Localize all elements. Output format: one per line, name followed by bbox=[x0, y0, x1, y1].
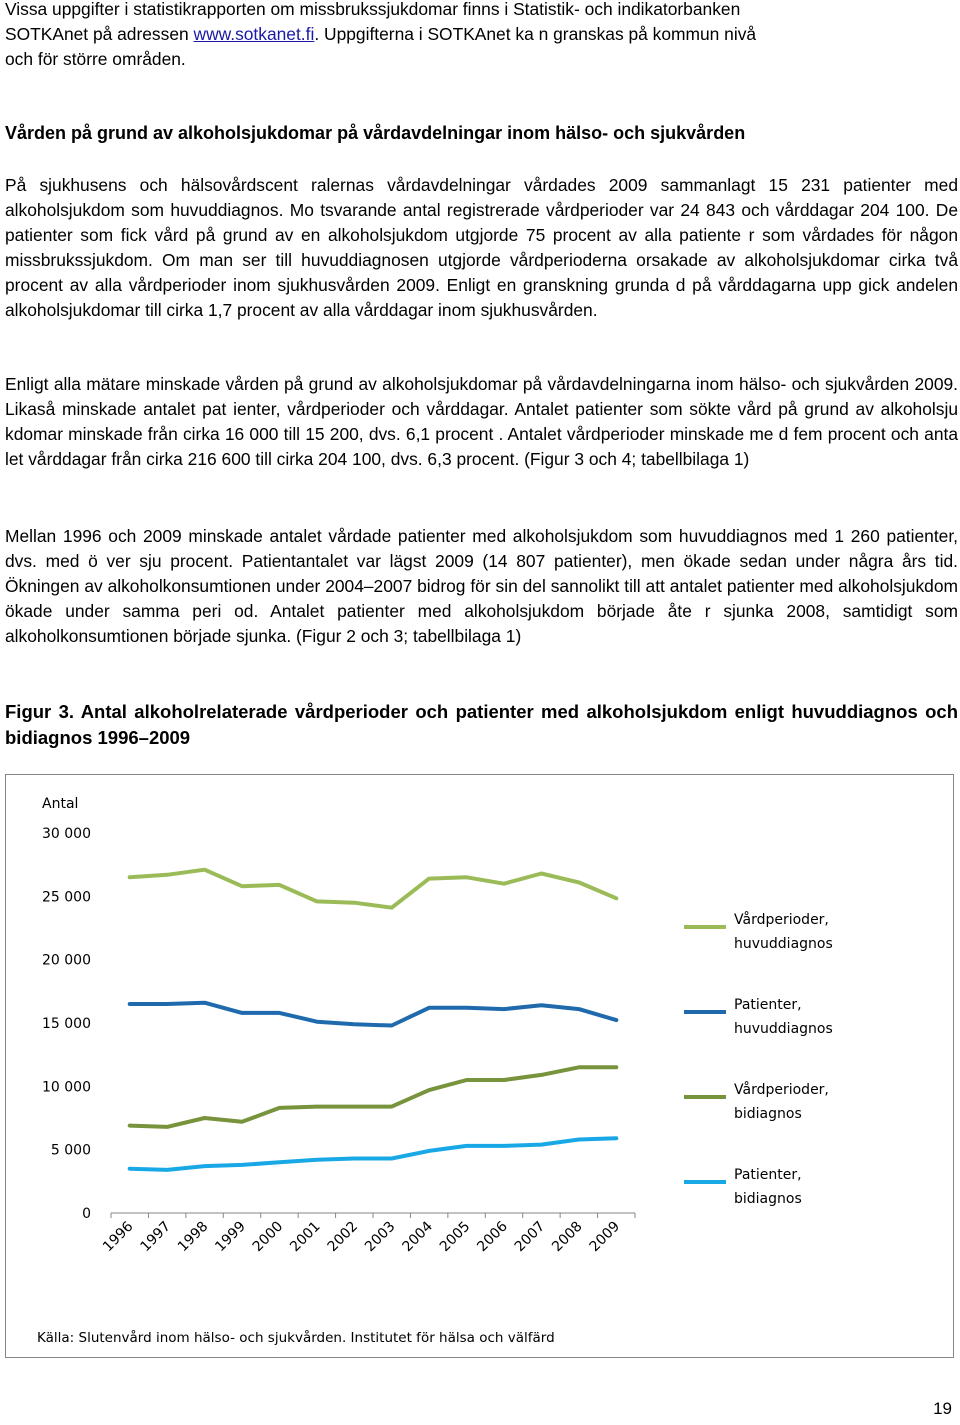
x-tick-label: 1998 bbox=[174, 1218, 212, 1256]
y-tick-label: 15 000 bbox=[42, 1016, 91, 1032]
series-line-2 bbox=[130, 1067, 617, 1127]
paragraph-2: Enligt alla mätare minskade vården på grund av alkoholsjukdomar på vårdavdelningarna inom hälso- och sjukvården 2009. Likaså minskade antalet pat ienter, vårdperioder och vårddagar. Antalet patienter som sökte vård på grund av alkoholsju kdomar minskade från cirka 16 000 till 15 200, dvs. 6,1 procent . Antalet vårdperioder minskade me d fem procent och anta let vårddagar från cirka 216 600 till cirka 204 100, dvs. 6,3 procent. (Figur 3 och 4; tabellbilaga 1) bbox=[5, 374, 958, 469]
y-tick-label: 30 000 bbox=[42, 826, 91, 842]
intro-line-3: och för större områden. bbox=[5, 49, 186, 69]
legend-label-3: bidiagnos bbox=[734, 1191, 802, 1207]
x-tick-label: 2004 bbox=[399, 1218, 436, 1256]
x-tick-label: 2005 bbox=[436, 1218, 474, 1256]
x-tick-label: 2003 bbox=[362, 1218, 399, 1256]
x-tick-label: 2000 bbox=[249, 1218, 287, 1256]
paragraph-3: Mellan 1996 och 2009 minskade antalet vårdade patienter med alkoholsjukdom som huvuddiagnos med 1 260 patienter, dvs. med ö ver sju procent. Patientantalet var lägst 2009 (14 807 patienter), men ökade sedan under några års tid. Ökningen av alkoholkonsumtionen under 2004–2007 bidrog för sin del sannolikt till att antalet patienter med alkoholsjukdom ökade under samma peri od. Antalet patienter med alkoholsjukdom började åte r sjunka 2008, samtidigt som alkoholkonsumtionen började sjunka. (Figur 2 och 3; tabellbilaga 1) bbox=[5, 526, 958, 646]
legend-label-1: huvuddiagnos bbox=[734, 1021, 833, 1037]
x-tick-label: 2009 bbox=[586, 1218, 624, 1256]
x-tick-label: 1999 bbox=[212, 1218, 249, 1256]
intro-line-2-after: . Uppgifterna i SOTKAnet ka n granskas på kommun nivå bbox=[314, 24, 757, 44]
chart-source: Källa: Slutenvård inom hälso- och sjukvården. Institutet för hälsa och välfärd bbox=[37, 1330, 555, 1346]
intro-line-2-before: SOTKAnet på adressen bbox=[5, 24, 194, 44]
chart-frame bbox=[5, 774, 954, 1358]
paragraph-1: På sjukhusens och hälsovårdscent ralernas vårdavdelningar vårdades 2009 sammanlagt 15 231 patienter med alkoholsjukdom som huvuddiagnos. Mo tsvarande antal registrerade vårdperioder var 24 843 och vårddagar 204 100. De patienter som fick vård på grund av en alkoholsjukdom utgjorde 75 procent av alla patiente r som vårdades för någon missbrukssjukdom. Om man ser till huvuddiagnosen utgjorde vårdperioderna orsakade av alkoholsjukdomar cirka två procent av alla vårdperioder inom sjukhusvården 2009. Enligt en granskning grunda d på vårddagarna upp gick andelen alkoholsjukdomar till cirka 1,7 procent av alla vårddagar inom sjukhusvården. bbox=[5, 175, 958, 320]
y-tick-label: 0 bbox=[82, 1206, 91, 1222]
x-tick-label: 2002 bbox=[324, 1218, 362, 1256]
intro-line-2 bbox=[5, 22, 958, 47]
section-heading: Vården på grund av alkoholsjukdomar på vårdavdelningar inom hälso- och sjukvården bbox=[5, 123, 746, 143]
y-tick-label: 5 000 bbox=[50, 1142, 91, 1159]
line-chart bbox=[6, 775, 953, 1357]
y-axis-title: Antal bbox=[42, 796, 79, 812]
x-tick-label: 1997 bbox=[137, 1218, 174, 1256]
x-tick-label: 2001 bbox=[287, 1218, 324, 1256]
legend-label-1: Patienter, bbox=[734, 997, 802, 1013]
x-tick-label: 2007 bbox=[511, 1218, 549, 1256]
legend-label-3: Patienter, bbox=[734, 1167, 802, 1183]
y-tick-label: 25 000 bbox=[42, 889, 91, 906]
legend-label-2: bidiagnos bbox=[734, 1106, 802, 1122]
series-line-0 bbox=[130, 870, 617, 908]
figure-title: Figur 3. Antal alkoholrelaterade vårdperioder och patienter med alkoholsjukdom enligt huvuddiagnos och bidiagnos 1996–2009 bbox=[5, 701, 958, 748]
x-tick-label: 1996 bbox=[100, 1218, 137, 1256]
y-tick-label: 10 000 bbox=[42, 1079, 91, 1096]
x-tick-label: 2008 bbox=[549, 1218, 586, 1256]
page-number: 19 bbox=[933, 1399, 952, 1418]
intro-line-1: Vissa uppgifter i statistikrapporten om missbrukssjukdomar finns i Statistik- och indikatorbanken bbox=[5, 0, 741, 19]
legend-label-0: Vårdperioder, bbox=[734, 912, 829, 928]
legend-label-0: huvuddiagnos bbox=[734, 936, 833, 952]
series-line-3 bbox=[130, 1138, 617, 1170]
series-line-1 bbox=[130, 1003, 617, 1026]
sotkanet-link[interactable]: www.sotkanet.fi bbox=[193, 24, 315, 44]
x-tick-label: 2006 bbox=[474, 1218, 511, 1256]
y-tick-label: 20 000 bbox=[42, 952, 91, 969]
legend-label-2: Vårdperioder, bbox=[734, 1082, 829, 1098]
